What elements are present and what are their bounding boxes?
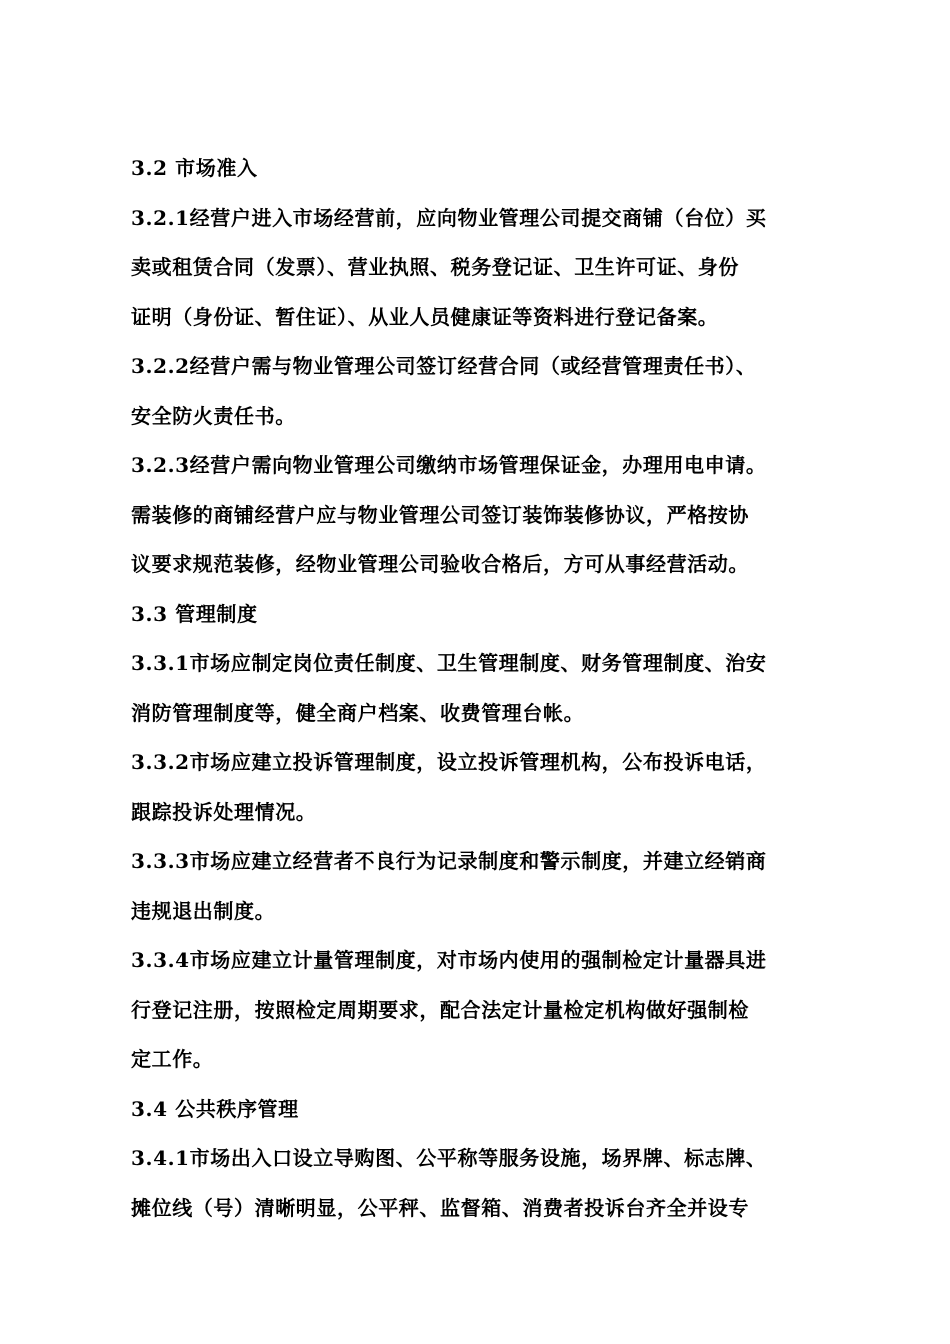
paragraph-line: 跟踪投诉处理情况。 [131, 799, 317, 824]
paragraph-line: 卖或租赁合同（发票）、营业执照、税务登记证、卫生许可证、身份 [131, 255, 739, 279]
document-body [131, 144, 821, 1233]
section-heading: 3.3 管理制度 [131, 601, 258, 626]
paragraph-line: 行登记注册，按照检定周期要求，配合法定计量检定机构做好强制检 [131, 997, 749, 1022]
paragraph-line: 定工作。 [131, 1047, 214, 1071]
paragraph-line: 3.4.1市场出入口设立导购图、公平称等服务设施，场界牌、标志牌、 [131, 1146, 767, 1170]
paragraph-line: 3.2.1经营户进入市场经营前，应向物业管理公司提交商铺（台位）买 [131, 205, 767, 230]
paragraph-line: 消防管理制度等，健全商户档案、收费管理台帐。 [131, 700, 585, 725]
paragraph-line: 摊位线（号）清晰明显，公平秤、监督箱、消费者投诉台齐全并设专 [131, 1195, 749, 1220]
paragraph-line: 需装修的商铺经营户应与物业管理公司签订装饰装修协议，严格按协 [131, 502, 749, 527]
paragraph-line: 安全防火责任书。 [131, 403, 296, 428]
section-heading: 3.4 公共秩序管理 [131, 1096, 299, 1121]
paragraph-line: 违规退出制度。 [131, 898, 276, 923]
section-heading: 3.2 市场准入 [131, 156, 258, 180]
paragraph-line: 议要求规范装修，经物业管理公司验收合格后，方可从事经营活动。 [131, 552, 749, 576]
paragraph-line: 3.3.2市场应建立投诉管理制度，设立投诉管理机构，公布投诉电话， [131, 750, 767, 774]
paragraph-line: 3.2.2经营户需与物业管理公司签订经营合同（或经营管理责任书）、 [131, 354, 757, 378]
paragraph-line: 3.3.1市场应制定岗位责任制度、卫生管理制度、财务管理制度、治安 [131, 651, 767, 675]
paragraph-line: 3.3.3市场应建立经营者不良行为记录制度和警示制度，并建立经销商 [131, 849, 767, 873]
paragraph-line: 3.3.4市场应建立计量管理制度，对市场内使用的强制检定计量器具进 [131, 948, 767, 972]
paragraph-line: 证明（身份证、暂住证）、从业人员健康证等资料进行登记备案。 [131, 304, 719, 329]
paragraph-line: 3.2.3经营户需向物业管理公司缴纳市场管理保证金，办理用电申请。 [131, 453, 767, 477]
